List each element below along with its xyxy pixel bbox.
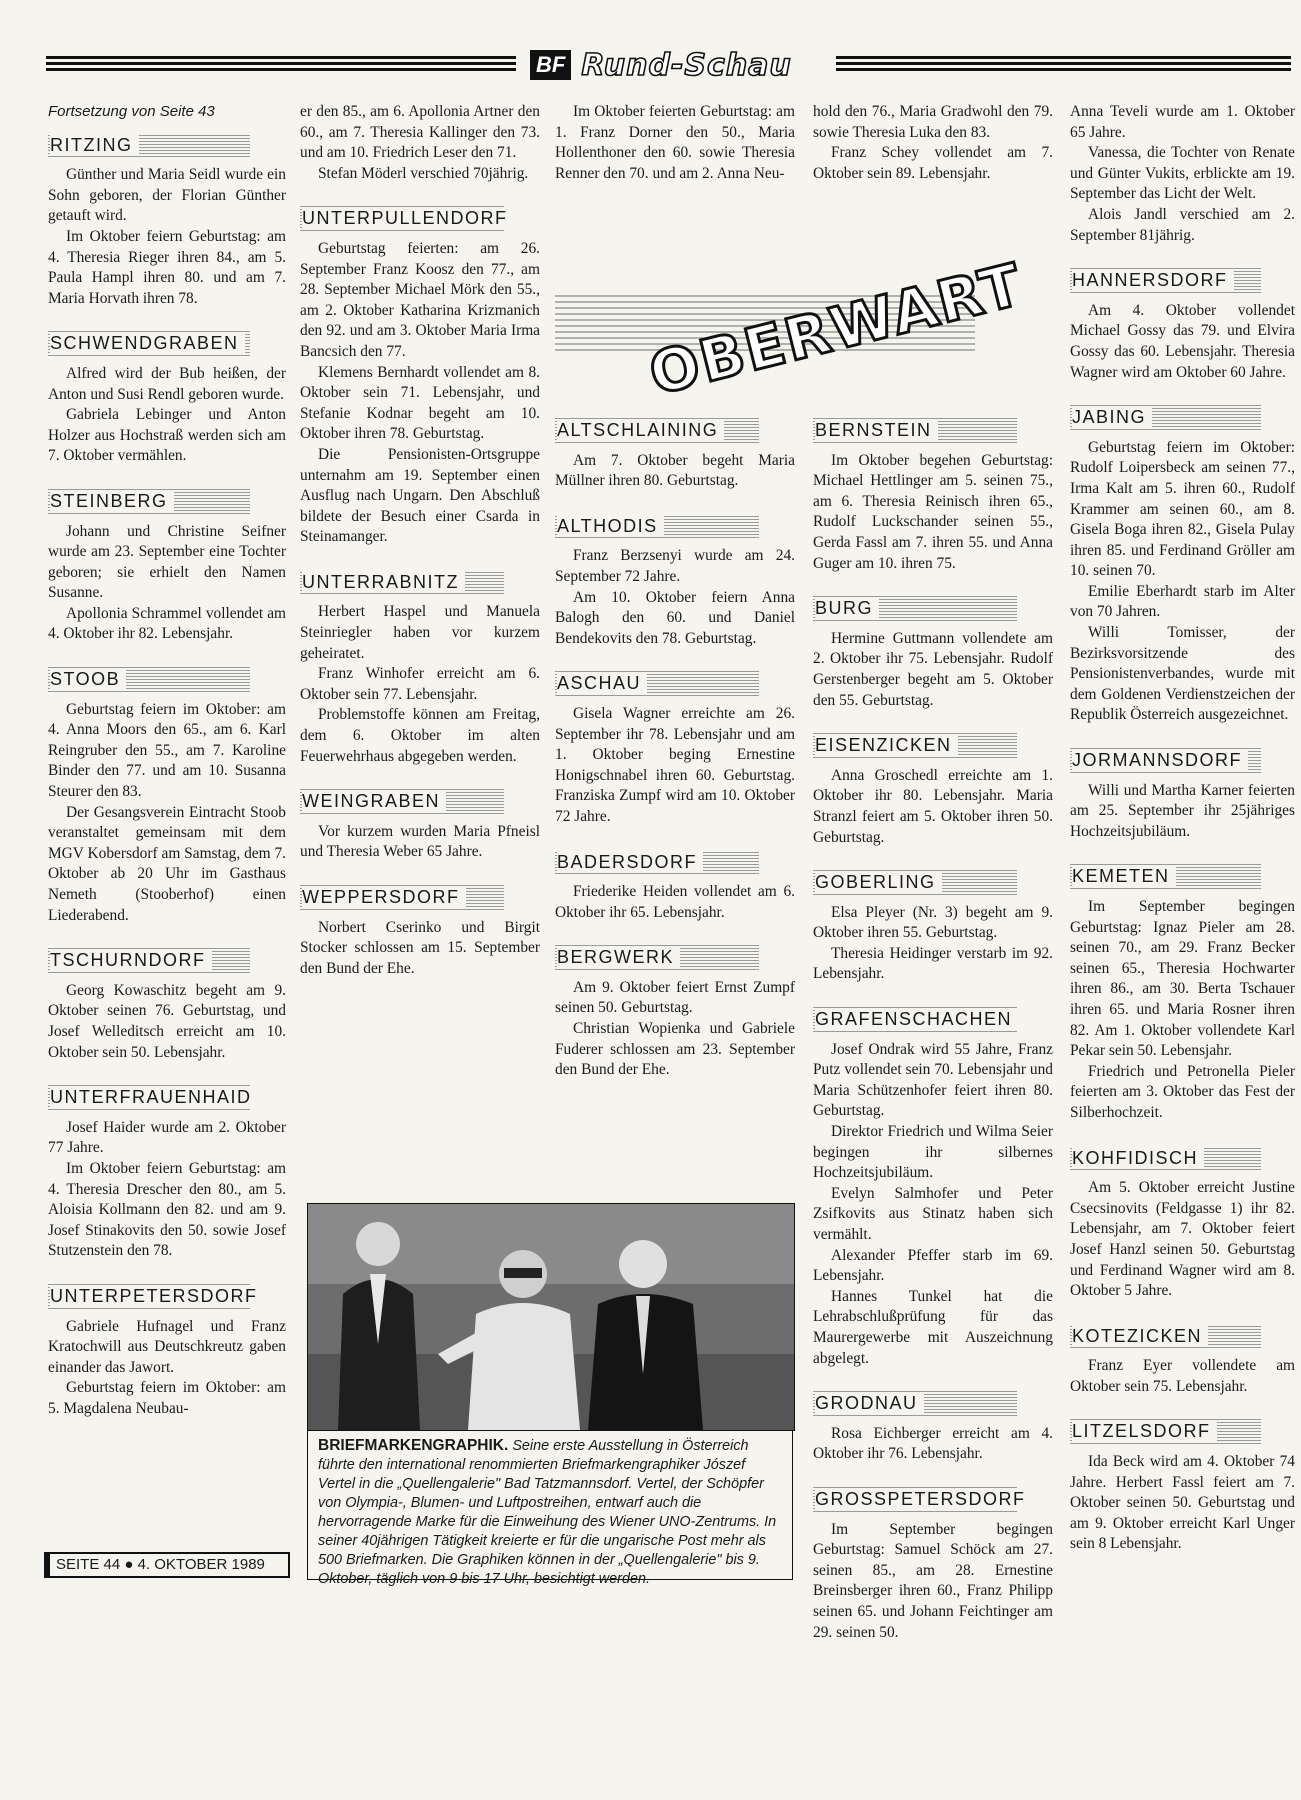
- page-footer: SEITE 44 ● 4. OKTOBER 1989: [44, 1552, 290, 1578]
- paragraph: Hannes Tunkel hat die Lehrabschlußprüfung für das Maurergewerbe mit Auszeichnung abgelegt.: [813, 1287, 1053, 1367]
- section-head: STEINBERG: [48, 489, 286, 514]
- section-head: UNTERPULLENDORF: [300, 206, 540, 231]
- paragraph: Geburtstag feiern im Oktober: Rudolf Loipersbeck am seinen 77., Irma Kalt am 5. ihren 60., Rudolf Krammer am seinen 60., am 8. Gisela Boga ihren 82., Gisela Pulay ihren 85. und Ferdinand Gröller am 10. seinen 70.: [1070, 438, 1295, 580]
- section-head: GROSSPETERSDORF: [813, 1487, 1053, 1512]
- paragraph: Alexander Pfeffer starb im 69. Lebensjahr.: [813, 1246, 1053, 1285]
- masthead-rule-right: [836, 56, 1291, 74]
- masthead-rule-left: [46, 56, 516, 74]
- section-head: UNTERFRAUENHAID: [48, 1085, 286, 1110]
- oberwart-title-graphic: [555, 236, 1030, 409]
- section-head: HANNERSDORF: [1070, 268, 1295, 293]
- section-head: ALTSCHLAINING: [555, 418, 795, 443]
- section-head: SCHWENDGRABEN: [48, 331, 286, 356]
- paragraph: Gabriela Lebinger und Anton Holzer aus Hochstraß werden sich am 7. Oktober vermählen.: [48, 406, 286, 465]
- paragraph: Geburtstag feiern im Oktober: am 4. Anna Moors den 65., am 6. Karl Reingruber den 55., am 7. Karoline Binder den 77. und am 10. Susanna Steurer den 83.: [48, 700, 286, 801]
- paragraph: Emilie Eberhardt starb im Alter von 70 Jahren.: [1070, 582, 1295, 621]
- paragraph: Am 9. Oktober feiert Ernst Zumpf seinen 50. Geburtstag.: [555, 978, 795, 1017]
- section-head: RITZING: [48, 133, 286, 158]
- column-4-lower: [813, 418, 1053, 1643]
- paragraph: Gabriele Hufnagel und Franz Kratochwill aus Deutschkreutz gaben einander das Jawort.: [48, 1317, 286, 1376]
- paragraph: Norbert Cserinko und Birgit Stocker schlossen am 15. September den Bund der Ehe.: [300, 918, 540, 977]
- paragraph: Vanessa, die Tochter von Renate und Günter Vukits, erblickte am 19. September das Licht der Welt.: [1070, 144, 1295, 203]
- paragraph: Am 10. Oktober feiern Anna Balogh den 60. und Daniel Bendekovits den 78. Geburtstag.: [555, 588, 795, 647]
- paragraph: Friedrich und Petronella Pieler feierten am 3. Oktober das Fest der Silberhochzeit.: [1070, 1062, 1295, 1121]
- section-head: STOOB: [48, 667, 286, 692]
- paragraph: Im Oktober begehen Geburtstag: Michael Hettlinger am 5. seinen 75., am 6. Theresia Reinisch ihren 65., Rudolf Luckschander seinen 55., Gerda Fassl am 7. ihren 55. und Anna Guger am 10. ihren 75.: [813, 451, 1053, 572]
- paragraph: Anna Groschedl erreichte am 1. Oktober ihr 80. Lebensjahr. Maria Stranzl feiert am 5. Oktober ihren 50. Geburtstag.: [813, 766, 1053, 846]
- paragraph: Willi Tomisser, der Bezirksvorsitzende des Pensionistenverbandes, wurde mit dem Goldenen Verdienstzeichen der Republik Österreich ausgezeichnet.: [1070, 624, 1295, 724]
- section-head: BERNSTEIN: [813, 418, 1053, 443]
- paragraph: Gisela Wagner erreichte am 26. September ihr 78. Lebensjahr und am 1. Oktober beging Ernestine Honigschnabel ihren 60. Geburtstag. Franziska Zumpf wird am 10. Oktober 72 Jahre.: [555, 704, 795, 825]
- section-head: JORMANNSDORF: [1070, 748, 1295, 773]
- section-head: GRAFENSCHACHEN: [813, 1007, 1053, 1032]
- masthead-logo: BF: [530, 50, 571, 80]
- column-5: [1070, 102, 1295, 1792]
- paragraph: Am 5. Oktober erreicht Justine Csecsinovits (Feldgasse 1) ihr 82. Lebensjahr, am 7. Oktober feiert Josef Hanzl seinen 50. Geburtstag und Ferdinand Wagner wird am 8. Oktober 5 Jahre.: [1070, 1179, 1295, 1300]
- paragraph: Günther und Maria Seidl wurde ein Sohn geboren, der Florian Günther getauft wird.: [48, 166, 286, 225]
- paragraph: Hermine Guttmann vollendete am 2. Oktober ihr 75. Lebensjahr. Rudolf Gerstenberger begeht am 5. Oktober den 55. Geburtstag.: [813, 629, 1053, 709]
- paragraph: Geburtstag feierten: am 26. September Franz Koosz den 77., am 28. September Michael Mörk den 55., am 2. Oktober Katharina Krizmanich den 92. und am 3. Oktober Maria Irma Bancsich den 77.: [300, 239, 540, 360]
- section-head: UNTERRABNITZ: [300, 570, 540, 595]
- section-head: ALTHODIS: [555, 514, 795, 539]
- paragraph: Der Gesangsverein Eintracht Stoob veranstaltet gemeinsam mit dem MGV Kobersdorf am Samstag, dem 7. Oktober ab 20 Uhr im Gasthaus Nemeth (Stooberhof) einen Liederabend.: [48, 803, 286, 924]
- paragraph: Herbert Haspel und Manuela Steinriegler haben vor kurzem geheiratet.: [300, 603, 540, 662]
- paragraph: Im Oktober feierten Geburtstag: am 1. Franz Dorner den 50., Maria Hollenthoner den 60. sowie Theresia Renner den 70. und am 2. Anna Neu-: [555, 103, 795, 182]
- masthead: [530, 48, 792, 82]
- paragraph: Friederike Heiden vollendet am 6. Oktober ihr 65. Lebensjahr.: [555, 883, 795, 921]
- caption-lead: BRIEFMARKENGRAPHIK.: [318, 1437, 509, 1454]
- section-head: KEMETEN: [1070, 864, 1295, 889]
- paragraph: Johann und Christine Seifner wurde am 23. September eine Tochter geboren; sie erhielt den Namen Susanne.: [48, 522, 286, 602]
- paragraph: Georg Kowaschitz begeht am 9. Oktober seinen 76. Geburtstag, und Josef Welleditsch erreicht am 10. Oktober sein 50. Lebensjahr.: [48, 981, 286, 1061]
- section-head: JABING: [1070, 405, 1295, 430]
- section-head: ASCHAU: [555, 671, 795, 696]
- column-3-top: [555, 102, 795, 184]
- paragraph: Im September begingen Geburtstag: Samuel Schöck am 27. seinen 85., am 28. Ernestine Breinsberger ihren 60., Franz Philipp seinen 65. und Johann Feichtinger am 29. seinen 50.: [813, 1520, 1053, 1641]
- section-head: UNTERPETERSDORF: [48, 1284, 286, 1309]
- paragraph: Im September begingen Geburtstag: Ignaz Pieler am 28. seinen 70., am 29. Franz Becker seinen 65., Theresia Hochwarter ihren 86., am 30. Berta Tschauer ihren 65. und Maria Rosner ihren 82. Am 1. Oktober vollendete Karl Pekar sein 50. Lebensjahr.: [1070, 898, 1295, 1060]
- paragraph: Am 7. Oktober begeht Maria Müllner ihren 80. Geburtstag.: [555, 451, 795, 490]
- section-head: BURG: [813, 596, 1053, 621]
- paragraph: Stefan Möderl verschied 70jährig.: [318, 164, 529, 182]
- paragraph: Franz Winhofer erreicht am 6. Oktober sein 77. Lebensjahr.: [300, 665, 540, 703]
- paragraph: er den 85., am 6. Apollonia Artner den 60., am 7. Theresia Kallinger den 73. und am 10. Friedrich Leser den 71.: [300, 103, 540, 162]
- paragraph: Franz Schey vollendet am 7. Oktober sein 89. Lebensjahr.: [813, 144, 1053, 182]
- paragraph: Anna Teveli wurde am 1. Oktober 65 Jahre.: [1070, 103, 1295, 141]
- paragraph: Ida Beck wird am 4. Oktober 74 Jahre. Herbert Fassl feiert am 7. Oktober seinen 50. Geburtstag und am 9. Oktober erreicht Karl Unger sein 8 Lebensjahr.: [1070, 1453, 1295, 1553]
- paragraph: Vor kurzem wurden Maria Pfneisl und Theresia Weber 65 Jahre.: [300, 822, 540, 861]
- section-head: BERGWERK: [555, 945, 795, 970]
- paragraph: Direktor Friedrich und Wilma Seier begingen ihr silbernes Hochzeitsjubiläum.: [813, 1123, 1053, 1182]
- paragraph: Klemens Bernhardt vollendet am 8. Oktober sein 71. Lebensjahr, und Stefanie Kodnar begeht am 10. Oktober ihren 78. Geburtstag.: [300, 363, 540, 443]
- paragraph: Im Oktober feiern Geburtstag: am 4. Theresia Drescher den 80., am 5. Aloisia Kollmann den 82. und am 9. Josef Stinakovits den 50. sowie Josef Stutzenstein den 78.: [48, 1159, 286, 1260]
- paragraph: Im Oktober feiern Geburtstag: am 4. Theresia Rieger ihren 84., am 5. Paula Hampl ihren 80. und am 7. Maria Horvath ihren 78.: [48, 227, 286, 307]
- paragraph: Josef Haider wurde am 2. Oktober 77 Jahre.: [48, 1118, 286, 1157]
- photo-caption: [307, 1430, 793, 1587]
- column-3-lower: [555, 418, 795, 1081]
- column-1: [48, 102, 286, 1419]
- paragraph: Josef Ondrak wird 55 Jahre, Franz Putz vollendet sein 70. Lebensjahr und Maria Schützenhofer feiert ihren 80. Geburtstag.: [813, 1040, 1053, 1120]
- photo-illustration: [308, 1204, 794, 1430]
- section-head: KOTEZICKEN: [1070, 1324, 1295, 1349]
- continuation-note: Fortsetzung von Seite 43: [48, 103, 215, 120]
- section-head: LITZELSDORF: [1070, 1419, 1295, 1444]
- section-head: EISENZICKEN: [813, 733, 1053, 758]
- paragraph: Apollonia Schrammel vollendet am 4. Oktober ihr 82. Lebensjahr.: [48, 604, 286, 643]
- paragraph: Rosa Eichberger erreicht am 4. Oktober ihr 76. Lebensjahr.: [813, 1424, 1053, 1463]
- paragraph: Die Pensionisten-Ortsgruppe unternahm am 19. September einen Ausflug nach Ungarn. Den Abschluß bildete der Besuch einer Csarda in Steinamanger.: [300, 445, 540, 546]
- paragraph: Alois Jandl verschied am 2. September 81jährig.: [1070, 205, 1295, 244]
- news-photo: [307, 1203, 795, 1431]
- paragraph: Geburtstag feiern im Oktober: am 5. Magdalena Neubau-: [48, 1379, 286, 1417]
- section-title: OBERWART: [642, 250, 1030, 409]
- section-head: GOBERLING: [813, 870, 1053, 895]
- paragraph: hold den 76., Maria Gradwohl den 79. sowie Theresia Luka den 83.: [813, 103, 1053, 141]
- section-head: KOHFIDISCH: [1070, 1146, 1295, 1171]
- section-head: WEINGRABEN: [300, 789, 540, 814]
- section-head: GRODNAU: [813, 1391, 1053, 1416]
- masthead-title: Rund-Schau: [581, 47, 792, 83]
- paragraph: Alfred wird der Bub heißen, der Anton und Susi Rendl geboren wurde.: [48, 364, 286, 403]
- section-head: WEPPERSDORF: [300, 885, 540, 910]
- paragraph: Theresia Heidinger verstarb im 92. Lebensjahr.: [813, 944, 1053, 983]
- paragraph: Franz Eyer vollendete am Oktober sein 75. Lebensjahr.: [1070, 1357, 1295, 1395]
- paragraph: Willi und Martha Karner feierten am 25. September ihr 25jähriges Hochzeitsjubiläum.: [1070, 781, 1295, 840]
- section-head: BADERSDORF: [555, 850, 795, 875]
- paragraph: Franz Berzsenyi wurde am 24. September 72 Jahre.: [555, 547, 795, 585]
- paragraph: Am 4. Oktober vollendet Michael Gossy das 79. und Elvira Gossy das 60. Lebensjahr. Theresia Wagner wird am Oktober 60 Jahre.: [1070, 301, 1295, 381]
- caption-text: Seine erste Ausstellung in Österreich führte den international renommierten Briefmarkengraphiker Jószef Vertel in die „Quellengalerie" Bad Tatzmannsdorf. Vertel, der Schöpfer von Olympia-, Blumen- und Luftpostreihen, entwarf auch die hervorragende Marke für die Einweihung des Wiener UNO-Zentrums. In seiner 40jährigen Tätigkeit kreierte er für die ungarische Post mehr als 500 Briefmarken. Die Graphiken können in der „Quellengalerie" bis 9. Oktober, täglich von 9 bis 17 Uhr, besichtigt werden.: [318, 1438, 777, 1587]
- section-head: TSCHURNDORF: [48, 948, 286, 973]
- paragraph: Elsa Pleyer (Nr. 3) begeht am 9. Oktober ihren 55. Geburtstag.: [813, 903, 1053, 942]
- column-4-top: [813, 102, 1053, 184]
- column-2: [300, 102, 540, 979]
- paragraph: Problemstoffe können am Freitag, dem 6. Oktober im alten Feuerwehrhaus abgegeben werden.: [300, 706, 540, 765]
- paragraph: Christian Wopienka und Gabriele Fuderer schlossen am 23. September den Bund der Ehe.: [555, 1020, 795, 1079]
- paragraph: Evelyn Salmhofer und Peter Zsifkovits aus Stinatz haben sich vermählt.: [813, 1184, 1053, 1243]
